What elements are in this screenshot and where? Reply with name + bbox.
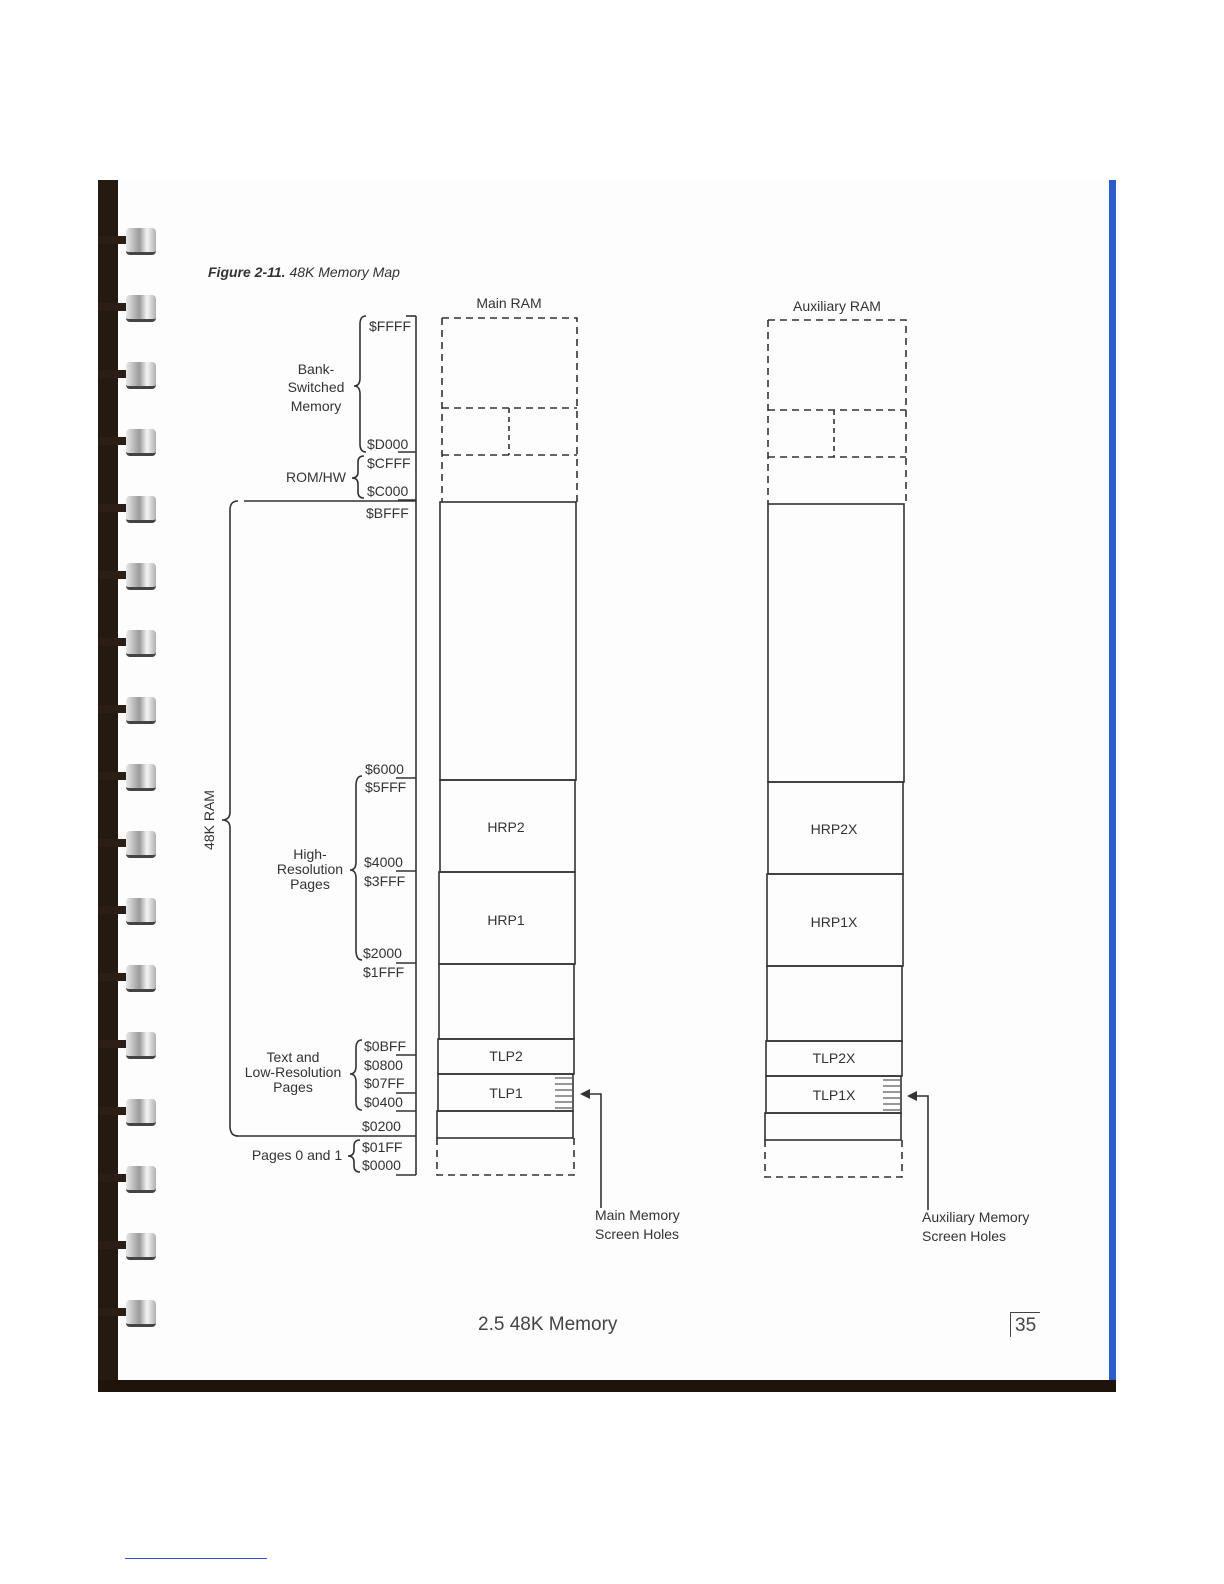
aux-tlp1: TLP1X xyxy=(812,1087,856,1103)
aux-tlp2: TLP2X xyxy=(812,1050,856,1066)
main-callout-line2: Screen Holes xyxy=(595,1226,680,1242)
aux-hrp2: HRP2X xyxy=(810,821,858,837)
region-braces xyxy=(222,316,366,1172)
main-tlp2: TLP2 xyxy=(489,1048,523,1064)
address-0400: $0400 xyxy=(364,1094,403,1110)
arrowheads xyxy=(580,1089,917,1101)
footer-section-title: 2.5 48K Memory xyxy=(478,1314,618,1335)
bank-switched-line2: Switched xyxy=(287,379,345,395)
main-hrp1: HRP1 xyxy=(487,912,525,928)
aux-ram-column xyxy=(765,320,906,1177)
bank-switched-line1: Bank- xyxy=(297,361,335,377)
text-lores-line2: Low-Resolution xyxy=(244,1064,342,1080)
aux-callout-line1: Auxiliary Memory xyxy=(922,1209,1030,1225)
address-0bff: $0BFF xyxy=(364,1038,407,1054)
address-5fff: $5FFF xyxy=(365,779,407,795)
ram-48k-label: 48K RAM xyxy=(201,790,217,850)
region-labels xyxy=(201,361,347,1163)
hires-line3: Pages xyxy=(290,876,330,892)
address-01ff: $01FF xyxy=(362,1139,403,1155)
address-c000: $C000 xyxy=(367,483,409,499)
address-0800: $0800 xyxy=(364,1057,403,1073)
address-0000: $0000 xyxy=(362,1157,401,1173)
pages01-label: Pages 0 and 1 xyxy=(251,1147,343,1163)
rom-hw-label: ROM/HW xyxy=(286,469,346,485)
link-underline xyxy=(125,1558,267,1559)
address-3fff: $3FFF xyxy=(364,873,406,889)
main-ram-column xyxy=(437,318,577,1175)
address-cfff: $CFFF xyxy=(367,455,411,471)
address-4000: $4000 xyxy=(364,854,403,870)
figure-title: 48K Memory Map xyxy=(289,264,400,280)
address-07ff: $07FF xyxy=(364,1075,405,1091)
block-labels xyxy=(487,819,858,1103)
address-ffff: $FFFF xyxy=(369,318,411,334)
address-d000: $D000 xyxy=(367,436,409,452)
callout-labels xyxy=(595,1207,1029,1244)
page-number: 35 xyxy=(1010,1312,1040,1337)
address-0200: $0200 xyxy=(362,1118,401,1134)
main-ram-title: Main RAM xyxy=(476,295,542,311)
address-6000: $6000 xyxy=(365,761,404,777)
main-tlp1: TLP1 xyxy=(489,1085,523,1101)
text-lores-line3: Pages xyxy=(273,1079,313,1095)
aux-callout-line2: Screen Holes xyxy=(922,1228,1007,1244)
address-1fff: $1FFF xyxy=(363,964,405,980)
callout-arrows xyxy=(588,1094,928,1210)
text-lores-line1: Text and xyxy=(266,1049,320,1065)
main-callout-line1: Main Memory xyxy=(595,1207,680,1223)
hires-line1: High- xyxy=(293,846,327,862)
aux-ram-title: Auxiliary RAM xyxy=(793,298,881,314)
figure-label: Figure 2-11. xyxy=(208,264,286,280)
main-hrp2: HRP2 xyxy=(487,819,525,835)
address-2000: $2000 xyxy=(363,945,402,961)
bank-switched-line3: Memory xyxy=(290,398,342,414)
aux-hrp1: HRP1X xyxy=(810,914,858,930)
address-labels xyxy=(362,318,411,1173)
hires-line2: Resolution xyxy=(276,861,344,877)
address-bfff: $BFFF xyxy=(366,505,409,521)
